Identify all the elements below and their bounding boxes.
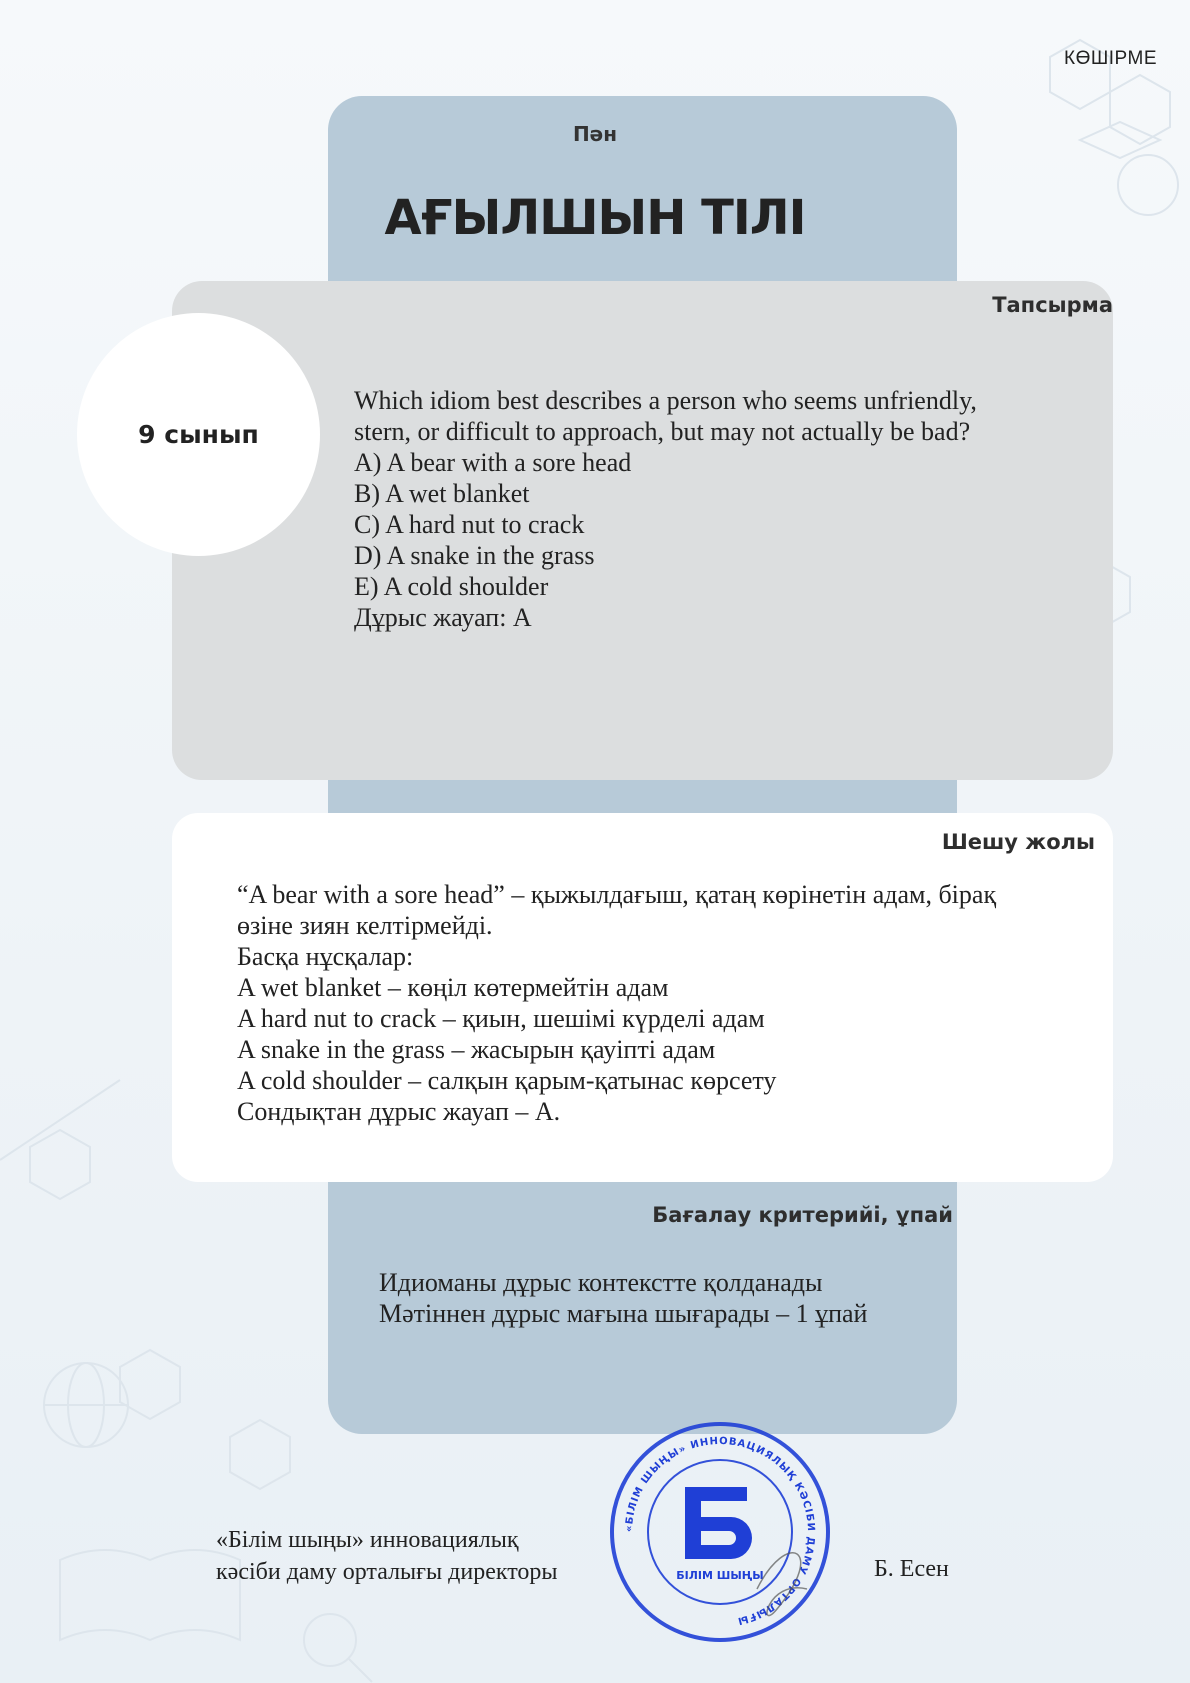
subject-label: Пән bbox=[572, 122, 618, 146]
solution-heading: Шешу жолы bbox=[941, 830, 1095, 854]
solution-line: A wet blanket – көңіл көтермейтін адам bbox=[237, 973, 669, 1002]
official-stamp bbox=[607, 1419, 833, 1645]
director-title bbox=[216, 1524, 557, 1588]
answer-option: C) A hard nut to crack bbox=[354, 510, 585, 539]
criteria-text bbox=[379, 1267, 867, 1329]
director-line: кәсіби даму орталығы директоры bbox=[216, 1559, 558, 1585]
subject-title: АҒЫЛШЫН ТІЛІ bbox=[384, 190, 806, 246]
solution-line: Басқа нұсқалар: bbox=[237, 942, 414, 971]
answer-option: A) A bear with a sore head bbox=[354, 448, 632, 477]
grade-text: 9 сынып bbox=[138, 420, 259, 449]
svg-text:«БІЛІМ ШЫҢЫ» ИННОВАЦИЯЛЫҚ КӘСІ: «БІЛІМ ШЫҢЫ» ИННОВАЦИЯЛЫҚ КӘСІБИ ДАМУ ОРТАЛЫҒЫ bbox=[623, 1435, 817, 1627]
correct-answer: Дұрыс жауап: А bbox=[354, 603, 532, 632]
stamp-logo bbox=[685, 1487, 752, 1559]
solution-text bbox=[237, 879, 996, 1127]
answer-option: B) A wet blanket bbox=[354, 479, 530, 508]
director-line: «Білім шыңы» инновациялық bbox=[216, 1527, 519, 1553]
copy-label: КӨШІРМЕ bbox=[1064, 48, 1157, 69]
solution-line: A hard nut to crack – қиын, шешімі күрделі адам bbox=[237, 1004, 765, 1033]
svg-text:БІЛІМ ШЫҢЫ: БІЛІМ ШЫҢЫ bbox=[676, 1569, 764, 1582]
answer-option: E) A cold shoulder bbox=[354, 572, 549, 601]
criteria-heading: Бағалау критерийі, ұпай bbox=[652, 1203, 953, 1227]
solution-line: A cold shoulder – салқын қарым-қатынас көрсету bbox=[237, 1066, 777, 1095]
question-text bbox=[354, 385, 977, 633]
criteria-line: Мәтіннен дұрыс мағына шығарады – 1 ұпай bbox=[379, 1299, 868, 1328]
answer-option: D) A snake in the grass bbox=[354, 541, 595, 570]
solution-line: A snake in the grass – жасырын қауіпті адам bbox=[237, 1035, 716, 1064]
question-line: stern, or difficult to approach, but may not actually be bad? bbox=[354, 417, 971, 446]
solution-line: өзіне зиян келтірмейді. bbox=[237, 911, 493, 940]
task-heading: Тапсырма bbox=[992, 293, 1113, 317]
solution-line: Сондықтан дұрыс жауап – А. bbox=[237, 1097, 561, 1126]
director-name: Б. Есен bbox=[874, 1556, 949, 1582]
grade-badge bbox=[77, 313, 320, 556]
criteria-line: Идиоманы дұрыс контекстте қолданады bbox=[379, 1268, 823, 1297]
question-line: Which idiom best describes a person who seems unfriendly, bbox=[354, 386, 977, 415]
solution-line: “A bear with a sore head” – қыжылдағыш, қатаң көрінетін адам, бірақ bbox=[237, 880, 997, 909]
